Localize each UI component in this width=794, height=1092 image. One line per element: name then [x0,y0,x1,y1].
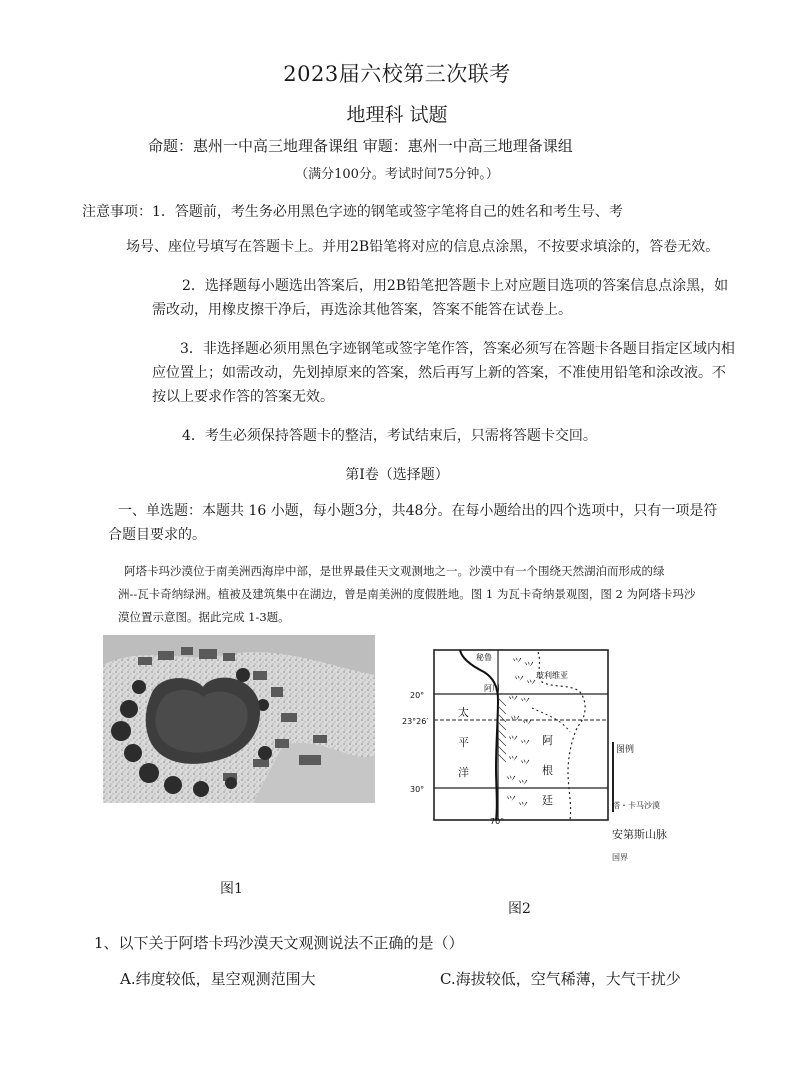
label-lat-2326: 23°26′ [402,717,429,726]
svg-text:⺍: ⺍ [520,698,530,709]
svg-text:⺍: ⺍ [518,802,528,813]
svg-text:⺍: ⺍ [506,796,516,807]
label-lat-20: 20° [410,691,425,700]
label-bolivia: 玻利维亚 [536,671,568,680]
svg-text:⺍: ⺍ [508,696,518,707]
svg-text:⺍: ⺍ [524,662,534,673]
passage-line-2: 洲--瓦卡奇纳绿洲。植被及建筑集中在湖边，曾是南美洲的度假胜地。图 1 为瓦卡奇纳景观图，图 2 为阿塔卡玛沙 [118,587,696,601]
svg-text:⺍: ⺍ [518,780,528,791]
note-4: 4．考生必须保持答题卡的整洁，考试结束后，只需将答题卡交回。 [182,428,597,444]
label-peru: 秘鲁 [476,653,492,662]
question-1-stem: 1、以下关于阿塔卡玛沙漠天文观测说法不正确的是（） [94,934,464,952]
figure-1-caption: 图1 [220,881,243,897]
figure-2-map [402,648,612,824]
section-title: 第Ⅰ卷（选择题） [345,467,449,483]
label-lon-70: 70° [490,817,505,824]
question-1-option-a[interactable]: A.纬度较低，星空观测范围大 [120,970,316,988]
score-time-line: （满分100分。考试时间75分钟。） [295,167,499,182]
label-pacific-1: 太 [458,706,469,719]
exam-subtitle: 地理科 试题 [346,104,448,126]
svg-text:⺍: ⺍ [512,658,522,669]
exam-title: 2023届六校第三次联考 [283,62,511,86]
svg-text:⺍: ⺍ [522,720,532,731]
legend-andes: 安第斯山脉 [612,828,667,841]
passage-line-3: 漠位置示意图。据此完成 1-3题。 [118,610,290,624]
legend-desert: 塔・卡马沙漠 [612,801,660,810]
svg-text:⺍: ⺍ [508,736,518,747]
note-2-line-a: 2．选择题每小题选出答案后，用2B铅笔把答题卡上对应题目选项的答案信息点涂黑，如 [182,278,729,294]
note-1-line-b: 场号、座位号填写在答题卡上。并用2B铅笔将对应的信息点涂黑，不按要求填涂的，答卷无效。 [126,239,720,255]
section-intro-line-a: 一、单选题：本题共 16 小题，每小题3分，共48分。在每小题给出的四个选项中，只有一项是符 [118,503,718,519]
label-argentina-3: 廷 [542,794,553,807]
note-3-line-b: 应位置上；如需改动，先划掉原来的答案，然后再写上新的答案，不准使用铅笔和涂改液。不 [152,365,726,381]
note-2-line-b: 需改动，用橡皮擦干净后，再选涂其他答案，答案不能答在试卷上。 [152,302,572,318]
figure-2-caption: 图2 [508,901,531,917]
note-1-line-a: 注意事项：1．答题前，考生务必用黑色字迹的钢笔或签字笔将自己的姓名和考生号、考 [82,204,623,220]
note-3-line-c: 按以上要求作答的答案无效。 [152,389,334,405]
legend-title: 图例 [616,745,635,755]
svg-text:⺍: ⺍ [506,776,516,787]
svg-text:⺍: ⺍ [520,740,530,751]
label-pacific-3: 洋 [458,766,469,779]
label-argentina-1: 阿 [542,734,553,747]
note-3-line-a: 3．非选择题必须用黑色字迹钢笔或签字笔作答，答案必须写在答题卡各题目指定区域内相 [180,341,735,357]
figure-1-photo [103,635,375,803]
label-arica: 阿川 [484,684,500,693]
svg-text:⺍: ⺍ [526,680,536,691]
svg-text:⺍: ⺍ [510,716,520,727]
passage-line-1: 阿塔卡玛沙漠位于南美洲西海岸中部，是世界最佳天文观测地之一。沙漠中有一个围绕天然湖泊而形成的绿 [124,564,665,578]
svg-text:⺍: ⺍ [514,676,524,687]
question-1-option-c[interactable]: C.海拔较低，空气稀薄，大气干扰少 [440,970,681,988]
label-argentina-2: 根 [542,764,553,777]
svg-text:⺍: ⺍ [520,760,530,771]
section-intro-line-b: 合题目要求的。 [108,527,206,543]
author-line: 命题：惠州一中高三地理备课组 审题：惠州一中高三地理备课组 [148,137,573,155]
legend-border: 国界 [612,853,628,862]
label-pacific-2: 平 [458,736,469,749]
label-lat-30: 30° [410,785,425,794]
svg-text:⺍: ⺍ [508,756,518,767]
